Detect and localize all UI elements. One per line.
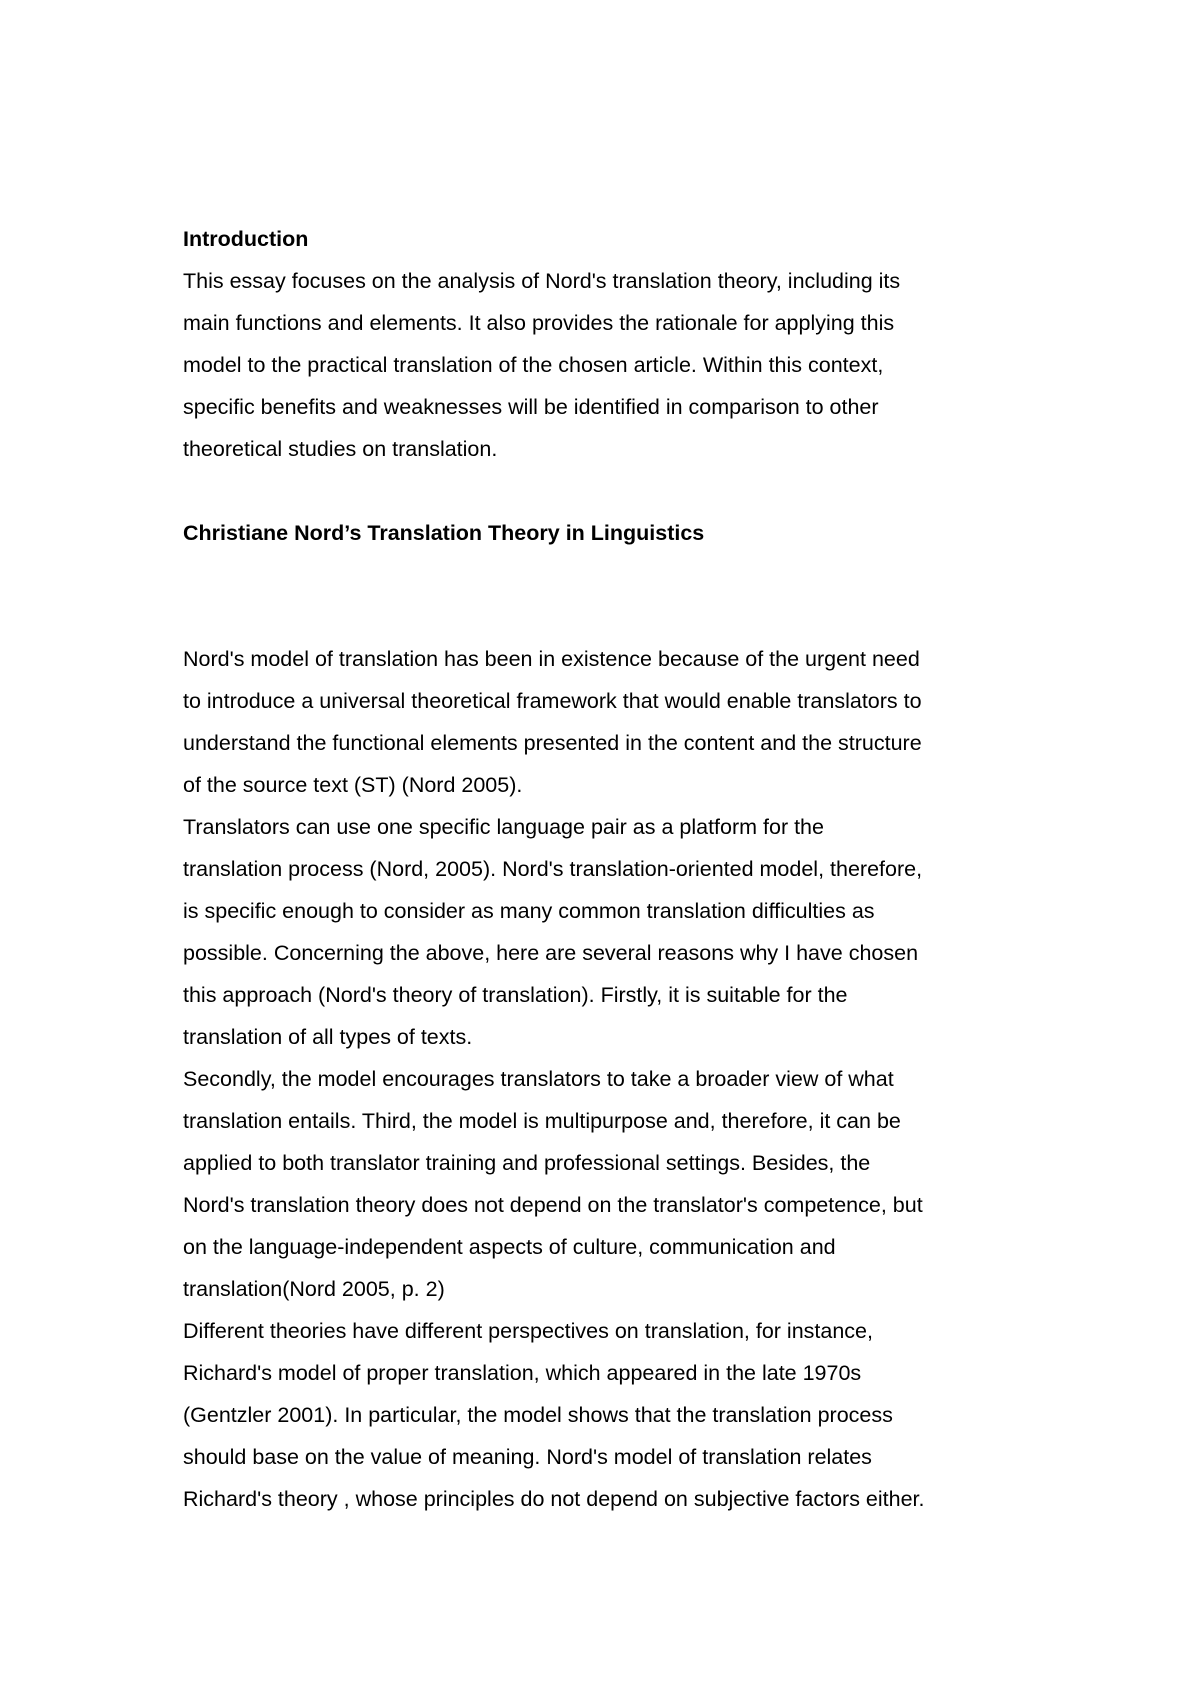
text-line: Richard's theory , whose principles do not depend on subjective factors either. (183, 1487, 925, 1511)
text-line: Secondly, the model encourages translators to take a broader view of what (183, 1067, 894, 1091)
text-line: to introduce a universal theoretical framework that would enable translators to (183, 689, 922, 713)
text-line: is specific enough to consider as many common translation difficulties as (183, 899, 875, 923)
spacer (183, 470, 1033, 512)
text-line: should base on the value of meaning. Nord's model of translation relates (183, 1445, 872, 1469)
text-line: of the source text (ST) (Nord 2005). (183, 773, 523, 797)
text-line: on the language-independent aspects of culture, communication and (183, 1235, 836, 1259)
introduction-heading: Introduction (183, 227, 309, 251)
paragraph-1 (183, 638, 1033, 806)
paragraph-3 (183, 1058, 1033, 1310)
text-line: translation process (Nord, 2005). Nord's translation-oriented model, therefore, (183, 857, 923, 881)
text-line: understand the functional elements presented in the content and the structure (183, 731, 922, 755)
document-page (183, 218, 1033, 1520)
text-line: This essay focuses on the analysis of Nord's translation theory, including its (183, 269, 901, 293)
spacer (183, 554, 1033, 638)
text-line: model to the practical translation of the chosen article. Within this context, (183, 353, 884, 377)
introduction-paragraph (183, 260, 1033, 470)
text-line: Nord's model of translation has been in existence because of the urgent need (183, 647, 920, 671)
text-line: Translators can use one specific language pair as a platform for the (183, 815, 824, 839)
text-line: possible. Concerning the above, here are several reasons why I have chosen (183, 941, 919, 965)
section-heading-nord-theory: Christiane Nord’s Translation Theory in Linguistics (183, 521, 705, 545)
text-line: this approach (Nord's theory of translation). Firstly, it is suitable for the (183, 983, 848, 1007)
text-line: Richard's model of proper translation, which appeared in the late 1970s (183, 1361, 862, 1385)
text-line: Nord's translation theory does not depend on the translator's competence, but (183, 1193, 923, 1217)
text-line: translation(Nord 2005, p. 2) (183, 1277, 445, 1301)
text-line: Different theories have different perspectives on translation, for instance, (183, 1319, 873, 1343)
text-line: specific benefits and weaknesses will be identified in comparison to other (183, 395, 879, 419)
text-line: (Gentzler 2001). In particular, the model shows that the translation process (183, 1403, 893, 1427)
text-line: main functions and elements. It also provides the rationale for applying this (183, 311, 895, 335)
text-line: applied to both translator training and professional settings. Besides, the (183, 1151, 871, 1175)
text-line: translation entails. Third, the model is multipurpose and, therefore, it can be (183, 1109, 901, 1133)
text-line: theoretical studies on translation. (183, 437, 498, 461)
paragraph-2 (183, 806, 1033, 1058)
text-line: translation of all types of texts. (183, 1025, 473, 1049)
paragraph-4 (183, 1310, 1033, 1520)
